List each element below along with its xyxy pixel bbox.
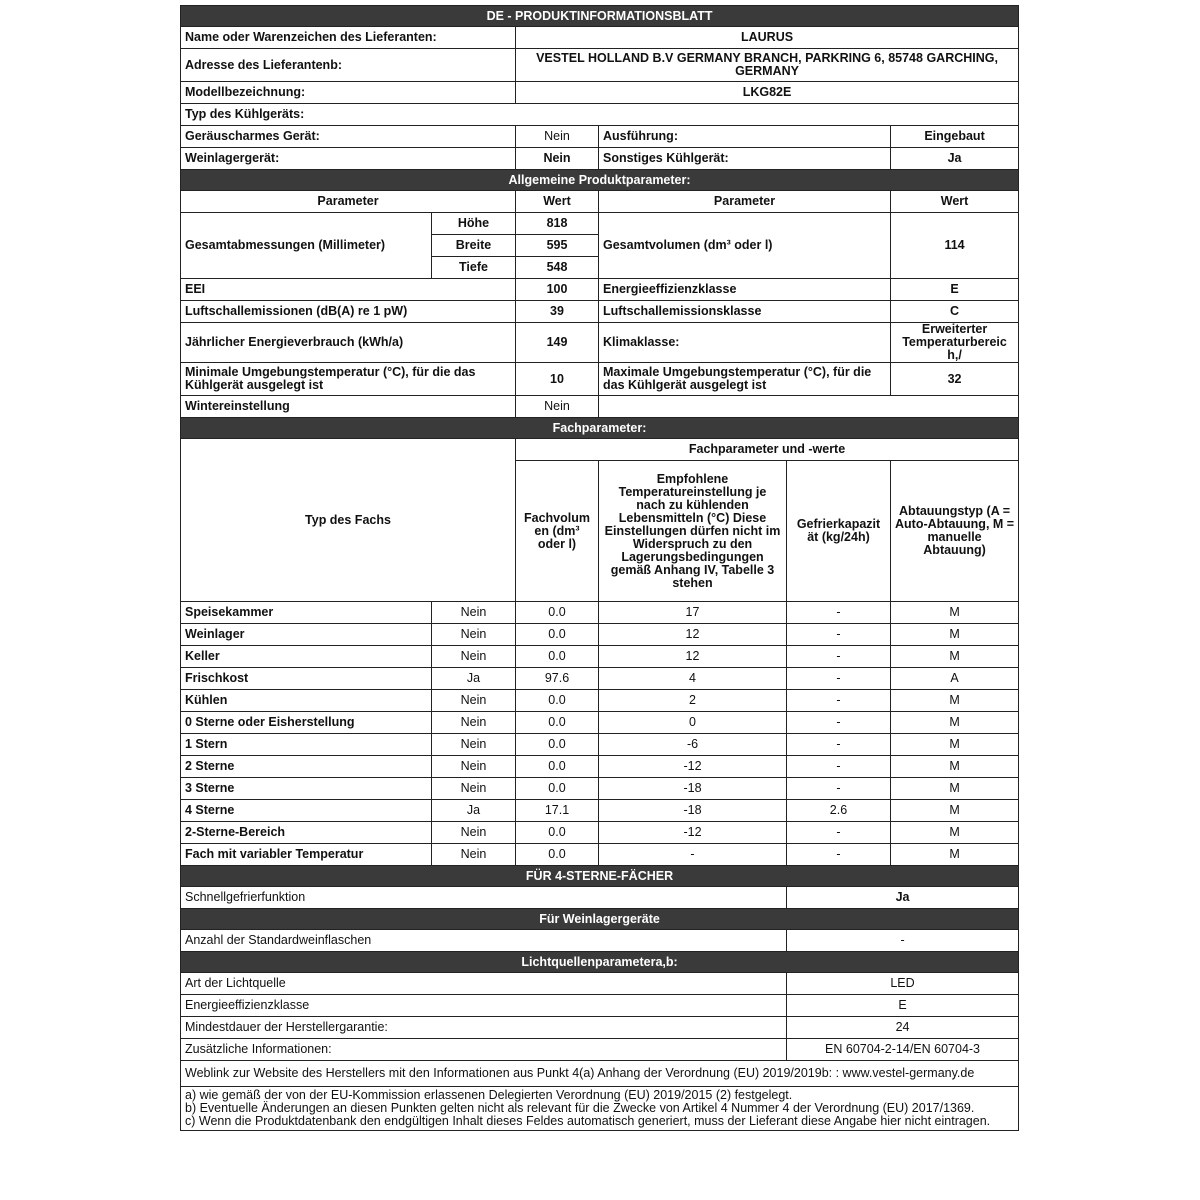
compartment-volume: 0.0: [516, 712, 599, 734]
compartment-freeze: -: [787, 822, 891, 844]
compartment-present: Ja: [432, 668, 516, 690]
compartment-row: [181, 712, 1019, 734]
wine-appliance-label: Weinlagergerät:: [181, 148, 516, 170]
footnote-c: c) Wenn die Produktdatenbank den endgültigen Inhalt dieses Feldes automatisch generiert, muss der Lieferant diese Angabe hier nicht eintragen.: [185, 1114, 991, 1128]
compartment-present: Nein: [432, 602, 516, 624]
max-temp-label: Maximale Umgebungstemperatur (°C), für die das Kühlgerät ausgelegt ist: [599, 363, 891, 396]
fast-freeze-value: Ja: [787, 887, 1019, 909]
compartment-defrost: M: [891, 624, 1019, 646]
compartment-row: [181, 668, 1019, 690]
compartment-temp: 12: [599, 624, 787, 646]
design-value: Eingebaut: [891, 126, 1019, 148]
min-temp-label: Minimale Umgebungstemperatur (°C), für die das Kühlgerät ausgelegt ist: [181, 363, 516, 396]
compartment-temp: 0: [599, 712, 787, 734]
fast-freeze-label: Schnellgefrierfunktion: [181, 887, 787, 909]
compartment-temp: -12: [599, 822, 787, 844]
col-param-left: Parameter: [181, 191, 516, 213]
compartment-volume: 0.0: [516, 756, 599, 778]
supplier-name-label: Name oder Warenzeichen des Lieferanten:: [181, 27, 516, 49]
compartment-volume: 0.0: [516, 778, 599, 800]
eei-label: EEI: [181, 279, 516, 301]
col-freeze-capacity: Gefrierkapazit ät (kg/24h): [787, 461, 891, 602]
noise-label: Luftschallemissionen (dB(A) re 1 pW): [181, 301, 516, 323]
compartment-row: [181, 646, 1019, 668]
compartment-present: Nein: [432, 690, 516, 712]
height-label: Höhe: [432, 213, 516, 235]
annual-energy-label: Jährlicher Energieverbrauch (kWh/a): [181, 323, 516, 363]
compartment-name: 0 Sterne oder Eisherstellung: [181, 712, 432, 734]
compartment-name: 3 Sterne: [181, 778, 432, 800]
col-compartment-group: Fachparameter und -werte: [516, 439, 1019, 461]
climate-class-label: Klimaklasse:: [599, 323, 891, 363]
wine-appliance-value: Nein: [516, 148, 599, 170]
compartment-defrost: M: [891, 844, 1019, 866]
compartment-name: 4 Sterne: [181, 800, 432, 822]
light-heading: Lichtquellenparametera,b:: [181, 952, 1019, 973]
supplier-address-value: VESTEL HOLLAND B.V GERMANY BRANCH, PARKRING 6, 85748 GARCHING, GERMANY: [516, 49, 1019, 82]
compartment-temp: 4: [599, 668, 787, 690]
warranty-label: Mindestdauer der Herstellergarantie:: [181, 1017, 787, 1039]
compartment-volume: 17.1: [516, 800, 599, 822]
compartment-defrost: M: [891, 602, 1019, 624]
compartment-temp: 12: [599, 646, 787, 668]
compartment-row: [181, 756, 1019, 778]
volume-label: Gesamtvolumen (dm³ oder l): [599, 213, 891, 279]
col-compartment-type: Typ des Fachs: [181, 439, 516, 602]
light-class-label: Energieeffizienzklasse: [181, 995, 787, 1017]
compartment-defrost: M: [891, 712, 1019, 734]
col-param-right: Parameter: [599, 191, 891, 213]
design-label: Ausführung:: [599, 126, 891, 148]
model-label: Modellbezeichnung:: [181, 82, 516, 104]
compartment-row: [181, 734, 1019, 756]
compartment-name: Weinlager: [181, 624, 432, 646]
compartment-defrost: M: [891, 800, 1019, 822]
compartment-freeze: -: [787, 646, 891, 668]
supplier-address-label: Adresse des Lieferantenb:: [181, 49, 516, 82]
compartment-volume: 0.0: [516, 822, 599, 844]
compartment-freeze: -: [787, 756, 891, 778]
compartment-defrost: M: [891, 646, 1019, 668]
wine-bottles-value: -: [787, 930, 1019, 952]
compartment-row: [181, 602, 1019, 624]
wine-bottles-label: Anzahl der Standardweinflaschen: [181, 930, 787, 952]
compartment-row: [181, 624, 1019, 646]
energy-class-value: E: [891, 279, 1019, 301]
compartment-name: 2-Sterne-Bereich: [181, 822, 432, 844]
compartment-freeze: -: [787, 668, 891, 690]
winter-setting-label: Wintereinstellung: [181, 396, 516, 418]
compartment-temp: -18: [599, 778, 787, 800]
compartment-present: Nein: [432, 822, 516, 844]
compartment-present: Nein: [432, 756, 516, 778]
footnote-b: b) Eventuelle Änderungen an diesen Punkten gelten nicht als relevant für die Zwecke von Artikel 4 Nummer 4 der Verordnung (EU) 2017/1369.: [185, 1101, 975, 1115]
compartment-freeze: 2.6: [787, 800, 891, 822]
compartment-row: [181, 844, 1019, 866]
extra-info-label: Zusätzliche Informationen:: [181, 1039, 787, 1061]
width-label: Breite: [432, 235, 516, 257]
compartment-present: Nein: [432, 734, 516, 756]
energy-class-label: Energieeffizienzklasse: [599, 279, 891, 301]
compartment-present: Nein: [432, 778, 516, 800]
depth-label: Tiefe: [432, 257, 516, 279]
compartment-name: 2 Sterne: [181, 756, 432, 778]
dimensions-label: Gesamtabmessungen (Millimeter): [181, 213, 432, 279]
compartment-defrost: M: [891, 822, 1019, 844]
compartment-temp: -: [599, 844, 787, 866]
compartment-volume: 0.0: [516, 602, 599, 624]
noise-value: 39: [516, 301, 599, 323]
compartment-volume: 0.0: [516, 734, 599, 756]
compartment-volume: 0.0: [516, 690, 599, 712]
compartment-freeze: -: [787, 778, 891, 800]
compartment-row: [181, 822, 1019, 844]
compartment-freeze: -: [787, 624, 891, 646]
compartment-name: Keller: [181, 646, 432, 668]
product-info-sheet: [180, 5, 1018, 1131]
compartment-temp: 2: [599, 690, 787, 712]
compartment-freeze: -: [787, 844, 891, 866]
other-appliance-label: Sonstiges Kühlgerät:: [599, 148, 891, 170]
appliance-type-label: Typ des Kühlgeräts:: [181, 104, 1019, 126]
noise-class-label: Luftschallemissionsklasse: [599, 301, 891, 323]
compartment-defrost: M: [891, 734, 1019, 756]
supplier-name-value: LAURUS: [516, 27, 1019, 49]
compartment-name: Kühlen: [181, 690, 432, 712]
compartment-temp: 17: [599, 602, 787, 624]
footnote-a: a) wie gemäß der von der EU-Kommission erlassenen Delegierten Verordnung (EU) 2019/2015 (2) festgelegt.: [185, 1088, 793, 1102]
light-type-label: Art der Lichtquelle: [181, 973, 787, 995]
compartment-freeze: -: [787, 734, 891, 756]
compartment-rows: [181, 602, 1019, 866]
col-defrost-type: Abtauungstyp (A = Auto-Abtauung, M = manuelle Abtauung): [891, 461, 1019, 602]
min-temp-value: 10: [516, 363, 599, 396]
width-value: 595: [516, 235, 599, 257]
annual-energy-value: 149: [516, 323, 599, 363]
eei-value: 100: [516, 279, 599, 301]
other-appliance-value: Ja: [891, 148, 1019, 170]
col-value-right: Wert: [891, 191, 1019, 213]
compartment-temp: -6: [599, 734, 787, 756]
volume-value: 114: [891, 213, 1019, 279]
compartment-volume: 0.0: [516, 844, 599, 866]
compartment-present: Nein: [432, 646, 516, 668]
winter-empty: [599, 396, 1019, 418]
compartment-defrost: M: [891, 690, 1019, 712]
compartment-name: Speisekammer: [181, 602, 432, 624]
height-value: 818: [516, 213, 599, 235]
climate-class-value: Erweiterter Temperaturbereic h,/: [891, 323, 1019, 363]
col-compartment-temp: Empfohlene Temperatureinstellung je nach zu kühlenden Lebensmitteln (°C) Diese Einstellungen dürfen nicht im Widerspruch zu den Lagerungsbedingungen gemäß Anhang IV, Tabelle 3 stehen: [599, 461, 787, 602]
col-compartment-volume: Fachvolum en (dm³ oder l): [516, 461, 599, 602]
compartment-freeze: -: [787, 602, 891, 624]
compartment-name: Frischkost: [181, 668, 432, 690]
quiet-value: Nein: [516, 126, 599, 148]
wine-heading: Für Weinlagergeräte: [181, 909, 1019, 930]
sheet-title: DE - PRODUKTINFORMATIONSBLATT: [181, 6, 1019, 27]
weblink-text: Weblink zur Website des Herstellers mit den Informationen aus Punkt 4(a) Anhang der Verordnung (EU) 2019/2019b: : www.vestel-germany.de: [181, 1061, 1019, 1087]
compartment-defrost: M: [891, 756, 1019, 778]
compartment-row: [181, 690, 1019, 712]
compartment-volume: 0.0: [516, 646, 599, 668]
compartment-defrost: A: [891, 668, 1019, 690]
four-star-heading: FÜR 4-STERNE-FÄCHER: [181, 866, 1019, 887]
compartment-present: Nein: [432, 844, 516, 866]
compartment-present: Nein: [432, 624, 516, 646]
general-heading: Allgemeine Produktparameter:: [181, 170, 1019, 191]
info-table: [180, 5, 1019, 1131]
compartment-present: Ja: [432, 800, 516, 822]
compartments-heading: Fachparameter:: [181, 418, 1019, 439]
noise-class-value: C: [891, 301, 1019, 323]
compartment-row: [181, 778, 1019, 800]
warranty-value: 24: [787, 1017, 1019, 1039]
winter-setting-value: Nein: [516, 396, 599, 418]
light-type-value: LED: [787, 973, 1019, 995]
compartment-volume: 0.0: [516, 624, 599, 646]
compartment-freeze: -: [787, 690, 891, 712]
compartment-temp: -18: [599, 800, 787, 822]
compartment-present: Nein: [432, 712, 516, 734]
compartment-name: Fach mit variabler Temperatur: [181, 844, 432, 866]
compartment-freeze: -: [787, 712, 891, 734]
compartment-temp: -12: [599, 756, 787, 778]
footnotes: [181, 1087, 1019, 1131]
compartment-name: 1 Stern: [181, 734, 432, 756]
compartment-defrost: M: [891, 778, 1019, 800]
model-value: LKG82E: [516, 82, 1019, 104]
compartment-row: [181, 800, 1019, 822]
light-class-value: E: [787, 995, 1019, 1017]
col-value-left: Wert: [516, 191, 599, 213]
depth-value: 548: [516, 257, 599, 279]
max-temp-value: 32: [891, 363, 1019, 396]
compartment-volume: 97.6: [516, 668, 599, 690]
quiet-label: Geräuscharmes Gerät:: [181, 126, 516, 148]
extra-info-value: EN 60704-2-14/EN 60704-3: [787, 1039, 1019, 1061]
